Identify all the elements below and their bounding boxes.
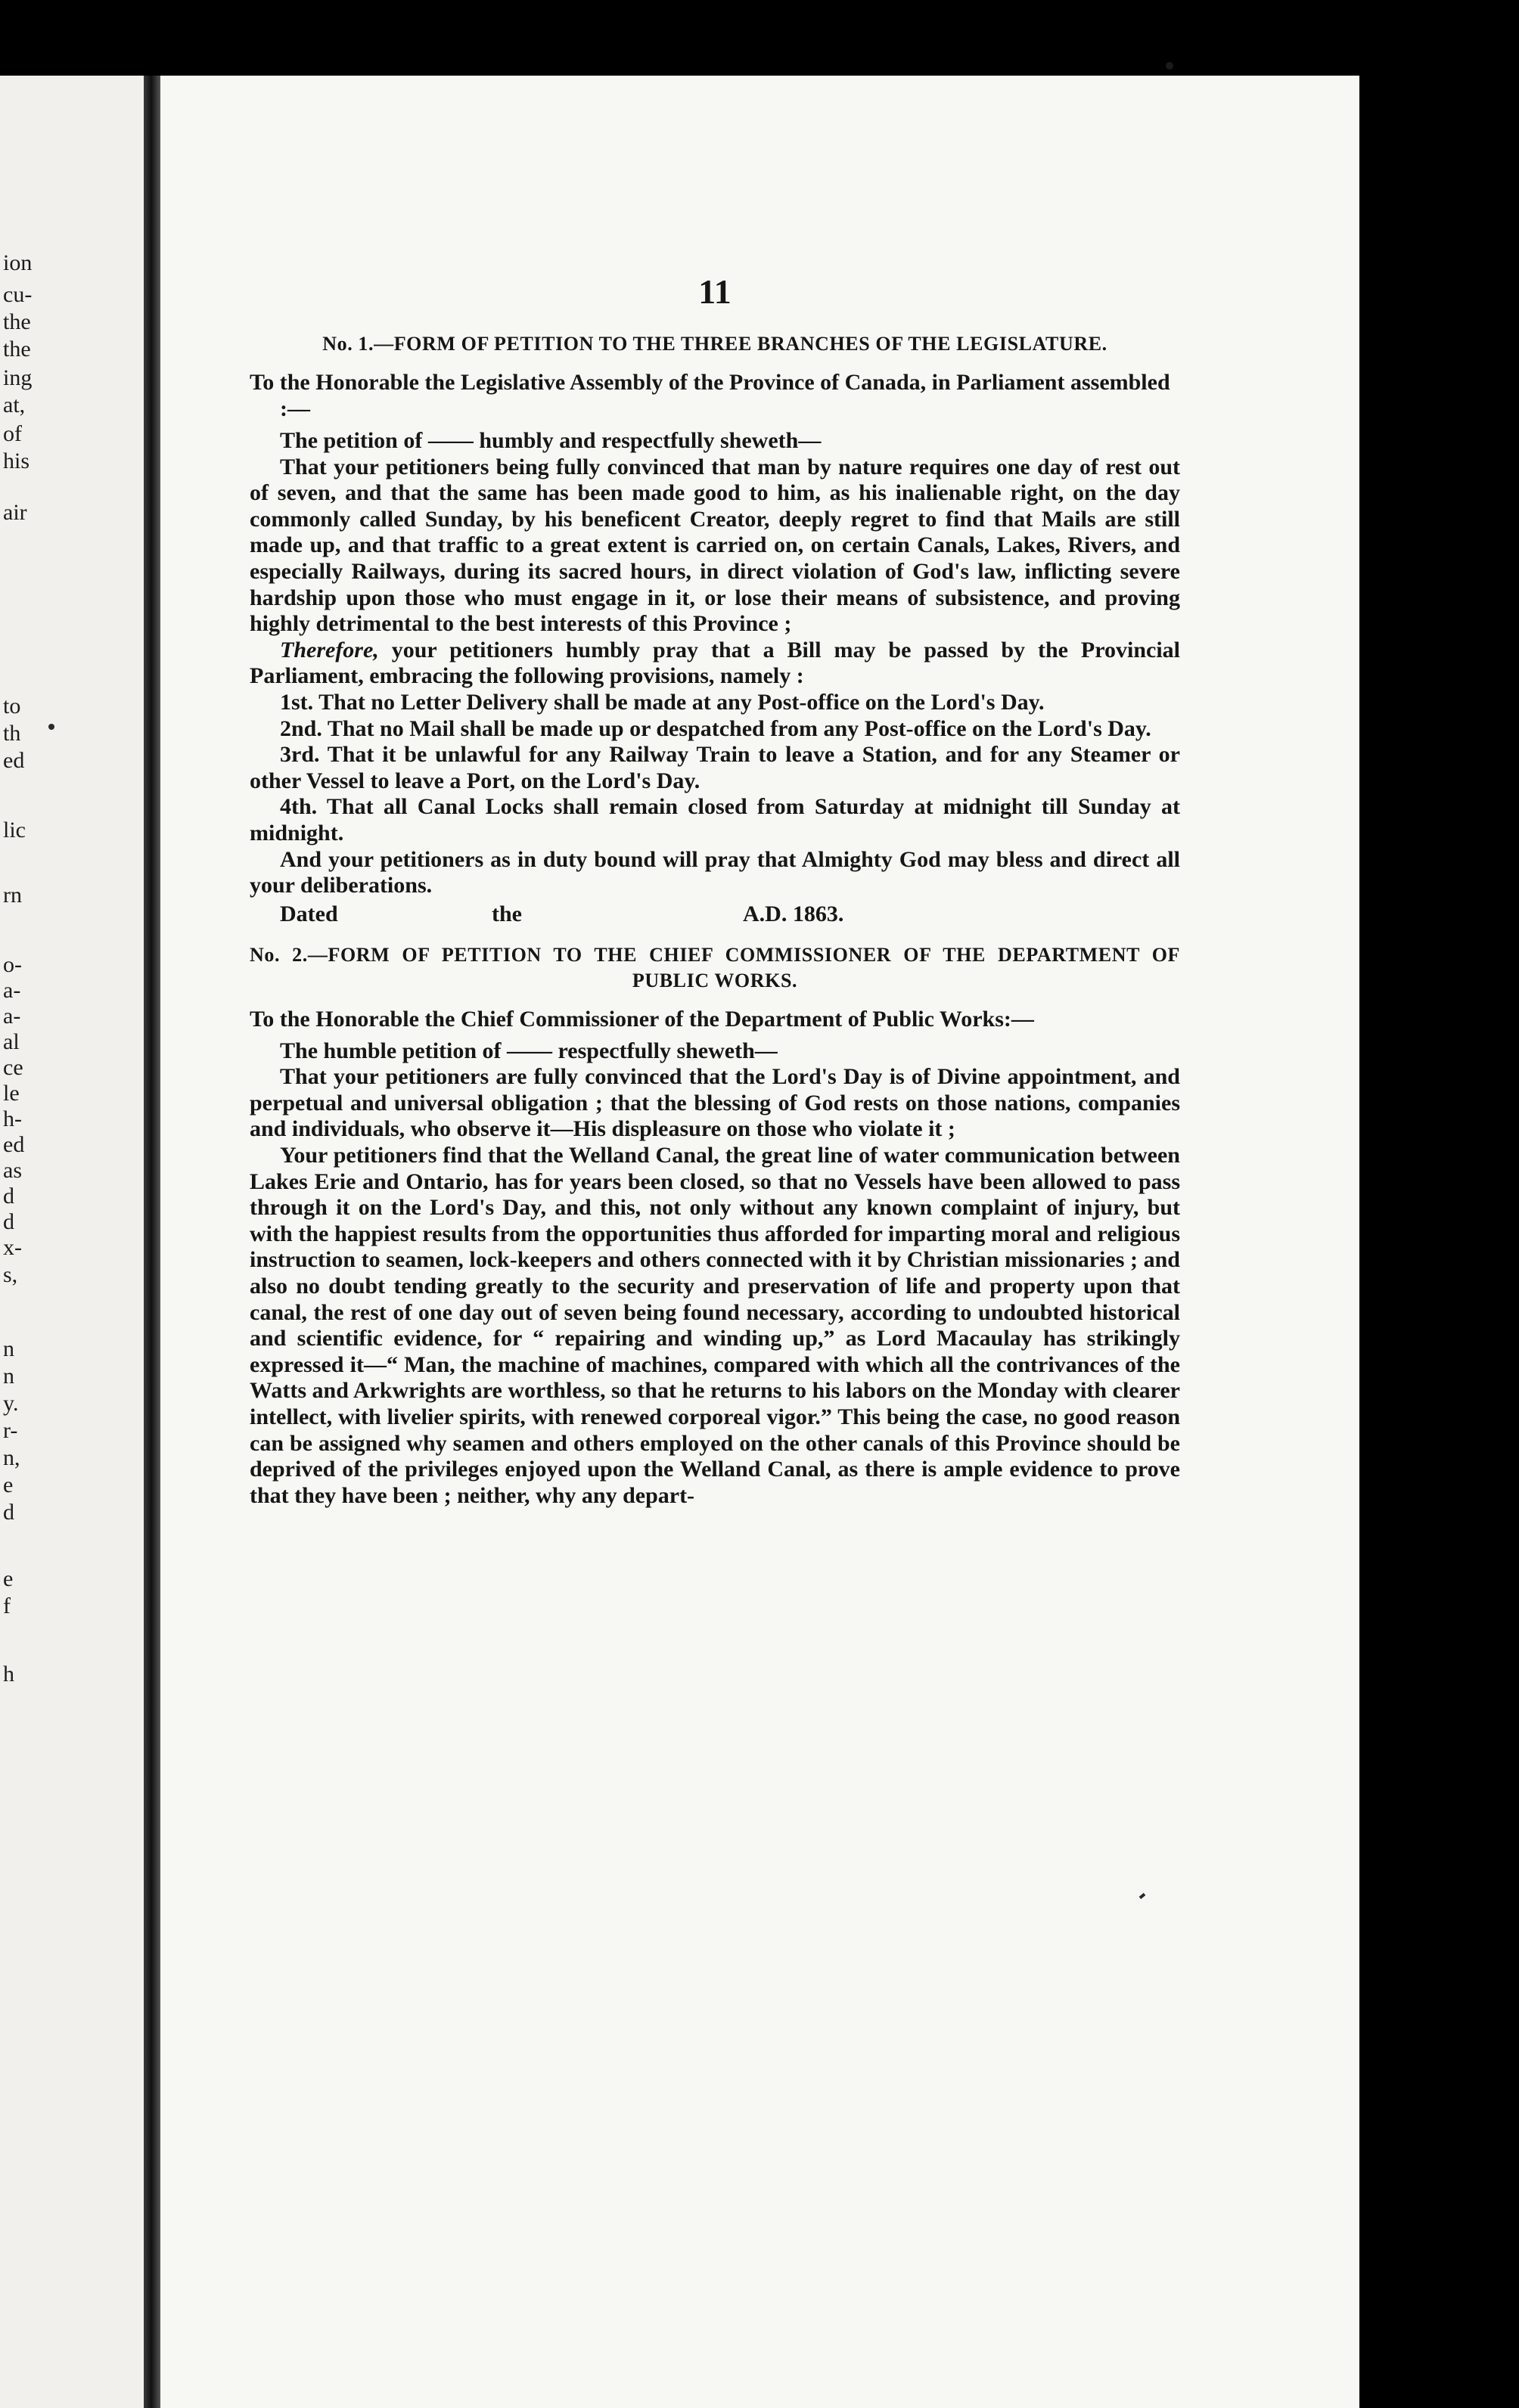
facing-page-fragment: d (3, 1500, 14, 1525)
page-content (250, 272, 1180, 1509)
facing-page-fragment: f (3, 1593, 11, 1618)
facing-page-fragment: o- (3, 952, 22, 977)
facing-page-fragment: rn (3, 883, 22, 908)
petition-section-1 (250, 331, 1180, 927)
dated-line (280, 901, 1180, 927)
paragraph: That your petitioners are fully convinced that the Lord's Day is of Divine appointment, and perpetual and universal obligation ; that the blessing of God rests on those nations, companies and individuals, who observe it—His displeasure on those who violate it ; (250, 1064, 1180, 1142)
facing-page-fragment: h (3, 1662, 14, 1687)
page-number: 11 (698, 272, 732, 311)
book-gutter (144, 76, 160, 2408)
facing-page-fragment: a- (3, 978, 21, 1003)
facing-page-fragment: ion (3, 250, 33, 275)
facing-page-fragment: al (3, 1029, 20, 1054)
facing-page-fragment: as (3, 1158, 22, 1183)
section-heading: No. 1.—FORM OF PETITION TO THE THREE BRANCHES OF THE LEGISLATURE. (322, 333, 1107, 355)
provision-item: 4th. That all Canal Locks shall remain closed from Saturday at midnight till Sunday at midnight. (250, 794, 1180, 846)
facing-page-fragment: n, (3, 1445, 20, 1470)
facing-page-fragment: a- (3, 1004, 21, 1029)
facing-page-fragment: ed (3, 1132, 25, 1157)
facing-page-fragment: the (3, 337, 31, 362)
facing-page-fragment: air (3, 500, 27, 525)
facing-page-fragment: at, (3, 393, 26, 417)
facing-page-fragment: d (3, 1184, 14, 1209)
facing-page-fragment: to (3, 694, 21, 718)
therefore-text: your petitioners humbly pray that a Bill may be passed by the Provincial Parliament, embracing the following provisions, namely : (250, 637, 1180, 689)
facing-page-fragment: s, (3, 1262, 18, 1287)
dated-year: A.D. 1863. (743, 901, 844, 926)
provision-item: 3rd. That it be unlawful for any Railway Train to leave a Station, and for any Steamer or other Vessel to leave a Port, on the Lord's Day. (250, 742, 1180, 793)
scan-border-right (1359, 76, 1519, 2408)
facing-page-fragment: his (3, 448, 30, 473)
facing-page-fragment: lic (3, 818, 26, 842)
facing-page-fragment: th (3, 721, 21, 746)
address-line: To the Honorable the Legislative Assembly of the Province of Canada, in Parliament assembled :— (250, 370, 1170, 421)
ink-speck (48, 724, 54, 730)
provision-item: 1st. That no Letter Delivery shall be made at any Post-office on the Lord's Day. (280, 689, 1045, 715)
facing-page-fragment: le (3, 1081, 20, 1106)
facing-page-fragment: e (3, 1566, 14, 1591)
facing-page-fragment: d (3, 1209, 14, 1234)
ink-speck (1166, 62, 1173, 70)
dated-label: Dated (280, 901, 338, 926)
petition-section-2 (250, 942, 1180, 1510)
dated-the: the (492, 901, 522, 926)
provision-item: 2nd. That no Mail shall be made up or despatched from any Post-office on the Lord's Day. (280, 715, 1151, 741)
therefore-paragraph (250, 638, 1180, 690)
facing-page-fragment: cu- (3, 282, 33, 307)
facing-page-fragment: ce (3, 1055, 23, 1080)
facing-page-fragment: ing (3, 365, 33, 390)
section-heading: No. 2.—FORM OF PETITION TO THE CHIEF COMMISSIONER OF THE DEPARTMENT OF PUBLIC WORKS. (250, 943, 1180, 991)
facing-page-fragment: ed (3, 748, 25, 773)
facing-page-fragment: h- (3, 1106, 22, 1131)
facing-page-fragments (0, 76, 144, 2408)
petition-intro: The petition of —— humbly and respectfully sheweth— (280, 428, 822, 453)
facing-page-fragment: r- (3, 1418, 18, 1443)
closing-paragraph: And your petitioners as in duty bound will pray that Almighty God may bless and direct all your deliberations. (250, 846, 1180, 898)
facing-page-fragment: n (3, 1364, 14, 1389)
facing-page-fragment: e (3, 1472, 14, 1497)
therefore-word: Therefore, (280, 637, 379, 663)
paragraph: That your petitioners being fully convinced that man by nature requires one day of rest out of seven, and that the same has been made good to him, as his inalienable right, on the day commonly called Sunday, by his beneficent Creator, deeply regret to find that Mails are still made up, and that traffic to a great extent is carried on, on certain Canals, Lakes, Rivers, and especially Railways, during its sacred hours, in direct violation of God's law, inflicting severe hardship upon those who must engage in it, or lose their means of subsistence, and proving highly detrimental to the best interests of this Province ; (250, 454, 1180, 637)
facing-page-fragment: n (3, 1336, 14, 1361)
facing-page-edge (0, 76, 144, 2408)
facing-page-fragment: the (3, 309, 31, 334)
facing-page-fragment: x- (3, 1235, 22, 1260)
facing-page-fragment: of (3, 421, 22, 446)
facing-page-fragment: y. (3, 1391, 19, 1416)
paragraph: Your petitioners find that the Welland Canal, the great line of water communication between Lakes Erie and Ontario, has for years been closed, so that no Vessels have been allowed to pass through it on the Lord's Day, and this, not only without any known complaint of injury, but with the happiest results from the opportunities thus afforded for imparting moral and religious instruction to seamen, lock-keepers and others connected with it by Christian missionaries ; and also no doubt tending greatly to the security and preservation of life and property upon that canal, the rest of one day out of seven being found necessary, according to undoubted historical and scientific evidence, for “ repairing and winding up,” as Lord Macaulay has strikingly expressed it—“ Man, the machine of machines, compared with which all the contrivances of the Watts and Arkwrights are worthless, so that he returns to his labors on the Monday with clearer intellect, with livelier spirits, with renewed corporeal vigor.” This being the case, no good reason can be assigned why seamen and others employed on the other canals of this Province should be deprived of the privileges enjoyed upon the Welland Canal, as there is ample evidence to prove that they have been ; neither, why any depart- (250, 1143, 1180, 1508)
petition-intro: The humble petition of —— respectfully sheweth— (280, 1038, 778, 1063)
address-line: To the Honorable the Chief Commissioner of the Department of Public Works:— (250, 1006, 1034, 1032)
